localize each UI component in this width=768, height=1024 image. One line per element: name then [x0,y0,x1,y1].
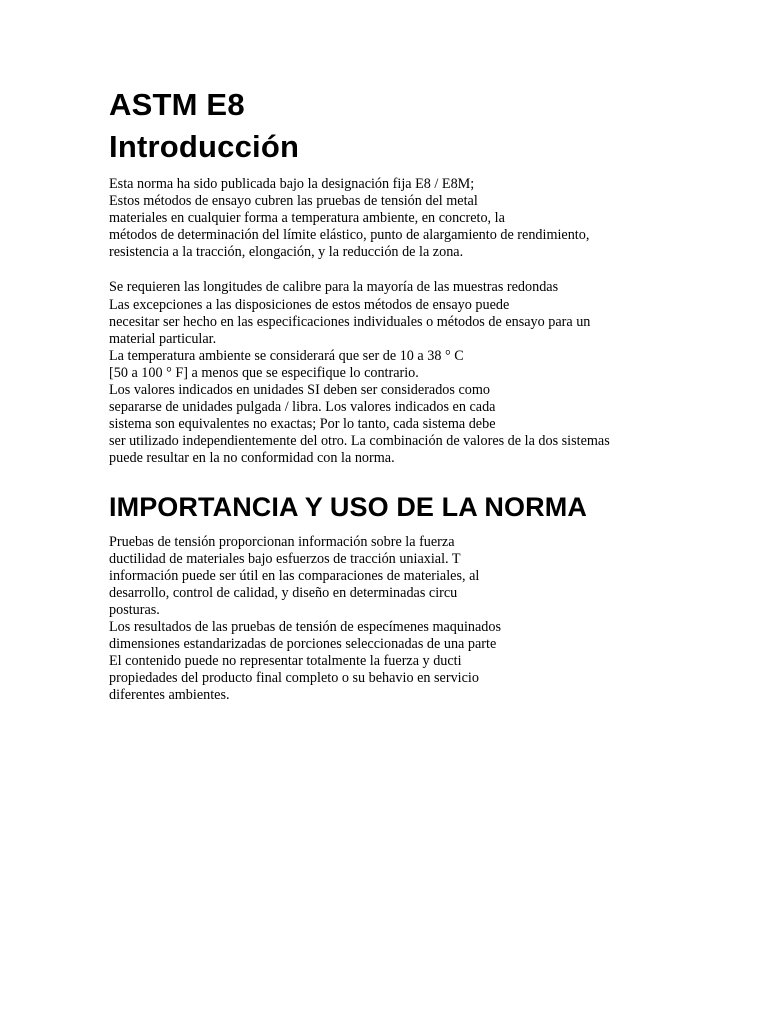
requirements-line-9: sistema son equivalentes no exactas; Por lo tanto, cada sistema debe [109,416,496,433]
requirements-line-3: necesitar ser hecho en las especificaciones individuales o métodos de ensayo para un [109,313,591,330]
importance-line-3: información puede ser útil en las comparaciones de materiales, al [109,567,480,584]
requirements-paragraph [109,279,749,467]
document-page [109,86,749,704]
intro-line-4: métodos de determinación del límite elástico, punto de alargamiento de rendimiento, [109,227,590,244]
requirements-line-1: Se requieren las longitudes de calibre para la mayoría de las muestras redondas [109,279,559,296]
requirements-line-2: Las excepciones a las disposiciones de estos métodos de ensayo puede [109,296,510,313]
requirements-line-11: puede resultar en la no conformidad con la norma. [109,450,395,467]
importance-line-4: desarrollo, control de calidad, y diseño en determinadas circu [109,584,458,601]
intro-line-1: Esta norma ha sido publicada bajo la designación fija E8 / E8M; [109,176,475,192]
importance-line-7: dimensiones estandarizadas de porciones seleccionadas de una parte [109,636,497,653]
requirements-line-4: material particular. [109,330,217,347]
requirements-line-5: La temperatura ambiente se considerará que ser de 10 a 38 ° C [109,347,464,364]
intro-line-3: materiales en cualquier forma a temperatura ambiente, en concreto, la [109,210,505,227]
requirements-line-10: ser utilizado independientemente del otro. La combinación de valores de la dos sistemas [109,433,610,450]
importance-line-6: Los resultados de las pruebas de tensión de especímenes maquinados [109,618,502,635]
importance-line-9: propiedades del producto final completo o su behavio en servicio [109,670,479,687]
intro-paragraph [109,176,749,261]
requirements-line-7: Los valores indicados en unidades SI deben ser considerados como [109,382,490,399]
section-heading: IMPORTANCIA Y USO DE LA NORMA [109,491,587,522]
requirements-line-6: [50 a 100 ° F] a menos que se especifique lo contrario. [109,364,419,381]
importance-line-10: diferentes ambientes. [109,687,230,704]
requirements-line-8: separarse de unidades pulgada / libra. Los valores indicados en cada [109,399,496,416]
importance-line-8: El contenido puede no representar totalmente la fuerza y ducti [109,653,462,670]
intro-line-5: resistencia a la tracción, elongación, y la reducción de la zona. [109,244,464,261]
importance-line-2: ductilidad de materiales bajo esfuerzos de tracción uniaxial. T [109,550,461,567]
importance-line-5: posturas. [109,601,160,618]
importance-line-1: Pruebas de tensión proporcionan información sobre la fuerza [109,533,455,550]
document-title: ASTM E8 [109,87,245,122]
importance-paragraph [109,534,749,705]
document-subtitle: Introducción [109,129,300,164]
intro-line-2: Estos métodos de ensayo cubren las pruebas de tensión del metal [109,193,478,210]
